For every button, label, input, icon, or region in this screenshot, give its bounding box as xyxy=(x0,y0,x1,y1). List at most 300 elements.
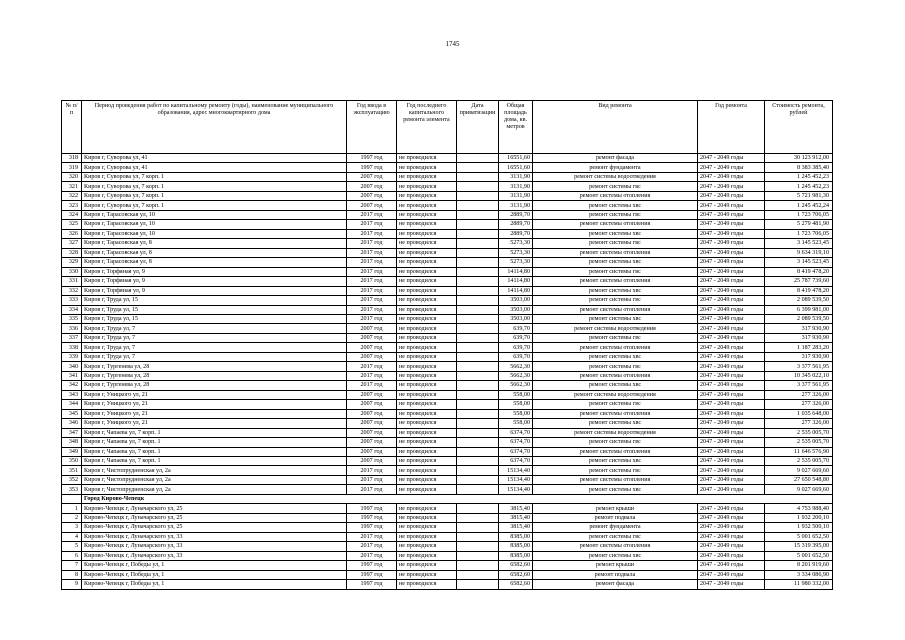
cell-repair-kind: ремонт фундамента xyxy=(533,163,698,172)
cell-year-built: 2017 год xyxy=(347,258,397,267)
cell-area: 2889,70 xyxy=(499,220,533,229)
table-row xyxy=(62,485,833,494)
table-row xyxy=(62,390,833,399)
cell-repair-year: 2047 - 2049 годы xyxy=(698,305,765,314)
cell-area: 14114,80 xyxy=(499,267,533,276)
header-address: Период проведения работ по капитальному ремонту (годы), наименование муниципального образования, адрес многоквартирного дома xyxy=(82,101,347,154)
table-row xyxy=(62,523,833,532)
cell-repair-kind: ремонт системы гвс xyxy=(533,182,698,191)
cell-area: 6374,70 xyxy=(499,428,533,437)
cell-repair-year: 2047 - 2049 годы xyxy=(698,286,765,295)
cell-privatization-date xyxy=(457,229,499,238)
cell-area: 3131,90 xyxy=(499,201,533,210)
cell-last-repair: не проводился xyxy=(397,314,457,323)
cell-area: 5273,30 xyxy=(499,248,533,257)
cell-year-built: 2017 год xyxy=(347,475,397,484)
cell-year-built: 2007 год xyxy=(347,191,397,200)
cell-year-built: 1997 год xyxy=(347,570,397,579)
cell-repair-kind: ремонт фасада xyxy=(533,154,698,163)
cell-repair-kind: ремонт системы хвс xyxy=(533,286,698,295)
cell-number: 8 xyxy=(62,570,82,579)
cell-privatization-date xyxy=(457,362,499,371)
cell-number: 328 xyxy=(62,248,82,257)
cell-number: 322 xyxy=(62,191,82,200)
cell-cost: 1 932 200,10 xyxy=(765,513,833,522)
cell-repair-kind: ремонт фасада xyxy=(533,580,698,589)
table-row xyxy=(62,239,833,248)
cell-year-built: 2007 год xyxy=(347,447,397,456)
cell-repair-kind: ремонт системы хвс xyxy=(533,381,698,390)
table-row xyxy=(62,248,833,257)
cell-cost: 2 535 005,70 xyxy=(765,438,833,447)
cell-last-repair: не проводился xyxy=(397,447,457,456)
cell-last-repair: не проводился xyxy=(397,229,457,238)
cell-year-built: 1997 год xyxy=(347,163,397,172)
cell-area: 558,00 xyxy=(499,419,533,428)
cell-privatization-date xyxy=(457,570,499,579)
table-row xyxy=(62,513,833,522)
table-row xyxy=(62,210,833,219)
cell-number: 334 xyxy=(62,305,82,314)
cell-area: 5662,30 xyxy=(499,371,533,380)
cell-area: 3815,40 xyxy=(499,504,533,513)
cell-last-repair: не проводился xyxy=(397,305,457,314)
cell-address: Киров г, Суворова ул, 41 xyxy=(82,154,347,163)
cell-privatization-date xyxy=(457,447,499,456)
page-number: 1745 xyxy=(445,40,460,48)
cell-cost: 1 245 452,23 xyxy=(765,172,833,181)
cell-year-built: 1997 год xyxy=(347,513,397,522)
cell-area: 5273,30 xyxy=(499,258,533,267)
cell-repair-kind: ремонт системы хвс xyxy=(533,485,698,494)
cell-privatization-date xyxy=(457,191,499,200)
cell-number: 333 xyxy=(62,296,82,305)
cell-area: 639,70 xyxy=(499,324,533,333)
cell-cost: 6 399 981,00 xyxy=(765,305,833,314)
table-row xyxy=(62,229,833,238)
cell-last-repair: не проводился xyxy=(397,248,457,257)
cell-year-built: 2017 год xyxy=(347,542,397,551)
cell-cost: 10 345 022,10 xyxy=(765,371,833,380)
cell-cost: 2 089 539,50 xyxy=(765,314,833,323)
cell-address: Киров г, Торфяная ул, 9 xyxy=(82,286,347,295)
cell-number: 321 xyxy=(62,182,82,191)
cell-privatization-date xyxy=(457,551,499,560)
cell-repair-year: 2047 - 2049 годы xyxy=(698,561,765,570)
cell-repair-kind: ремонт системы хвс xyxy=(533,201,698,210)
cell-repair-year: 2047 - 2049 годы xyxy=(698,485,765,494)
cell-cost: 1 723 706,05 xyxy=(765,210,833,219)
header-last-repair: Год последнего капитального ремонта элемента xyxy=(397,101,457,154)
cell-repair-kind: ремонт подвала xyxy=(533,570,698,579)
cell-repair-kind: ремонт системы отопления xyxy=(533,248,698,257)
cell-number: 5 xyxy=(62,542,82,551)
cell-repair-kind: ремонт системы гвс xyxy=(533,239,698,248)
cell-last-repair: не проводился xyxy=(397,258,457,267)
cell-number: 329 xyxy=(62,258,82,267)
cell-last-repair: не проводился xyxy=(397,371,457,380)
cell-last-repair: не проводился xyxy=(397,210,457,219)
cell-year-built: 1997 год xyxy=(347,504,397,513)
cell-last-repair: не проводился xyxy=(397,201,457,210)
cell-repair-year: 2047 - 2049 годы xyxy=(698,324,765,333)
cell-area: 15134,40 xyxy=(499,466,533,475)
table-row xyxy=(62,191,833,200)
cell-privatization-date xyxy=(457,542,499,551)
table-row xyxy=(62,447,833,456)
cell-address: Киров г, Уницкого ул, 21 xyxy=(82,400,347,409)
cell-privatization-date xyxy=(457,248,499,257)
cell-cost: 8 383 385,40 xyxy=(765,163,833,172)
cell-repair-year: 2047 - 2049 годы xyxy=(698,570,765,579)
cell-cost: 4 753 988,40 xyxy=(765,504,833,513)
table-row xyxy=(62,277,833,286)
cell-address: Кирово-Чепецк г, Луначарского ул, 25 xyxy=(82,513,347,522)
cell-repair-year: 2047 - 2049 годы xyxy=(698,314,765,323)
cell-repair-kind: ремонт системы отопления xyxy=(533,191,698,200)
cell-repair-kind: ремонт системы гвс xyxy=(533,400,698,409)
cell-repair-kind: ремонт системы хвс xyxy=(533,229,698,238)
cell-privatization-date xyxy=(457,438,499,447)
cell-number: 331 xyxy=(62,277,82,286)
cell-area: 3815,40 xyxy=(499,513,533,522)
cell-cost: 8 201 919,60 xyxy=(765,561,833,570)
cell-last-repair: не проводился xyxy=(397,352,457,361)
cell-last-repair: не проводился xyxy=(397,296,457,305)
cell-number: 338 xyxy=(62,343,82,352)
cell-privatization-date xyxy=(457,324,499,333)
cell-area: 2889,70 xyxy=(499,210,533,219)
cell-last-repair: не проводился xyxy=(397,551,457,560)
cell-year-built: 2007 год xyxy=(347,201,397,210)
cell-address: Киров г, Чистопрудненская ул, 2а xyxy=(82,475,347,484)
table-row xyxy=(62,466,833,475)
cell-year-built: 2017 год xyxy=(347,532,397,541)
cell-area: 639,70 xyxy=(499,343,533,352)
cell-cost: 5 001 652,50 xyxy=(765,551,833,560)
table-row xyxy=(62,400,833,409)
cell-year-built: 2017 год xyxy=(347,485,397,494)
table-row xyxy=(62,580,833,589)
cell-number: 339 xyxy=(62,352,82,361)
cell-repair-year: 2047 - 2049 годы xyxy=(698,362,765,371)
cell-cost: 9 634 319,10 xyxy=(765,248,833,257)
cell-cost: 2 089 539,50 xyxy=(765,296,833,305)
cell-address: Киров г, Труда ул, 7 xyxy=(82,333,347,342)
cell-year-built: 2017 год xyxy=(347,305,397,314)
cell-cost: 30 123 912,00 xyxy=(765,154,833,163)
cell-number: 353 xyxy=(62,485,82,494)
cell-privatization-date xyxy=(457,371,499,380)
cell-privatization-date xyxy=(457,532,499,541)
cell-privatization-date xyxy=(457,239,499,248)
table-row xyxy=(62,172,833,181)
cell-repair-year: 2047 - 2049 годы xyxy=(698,201,765,210)
cell-repair-kind: ремонт крыши xyxy=(533,561,698,570)
cell-year-built: 2017 год xyxy=(347,239,397,248)
table-row xyxy=(62,362,833,371)
cell-repair-kind: ремонт подвала xyxy=(533,513,698,522)
cell-privatization-date xyxy=(457,400,499,409)
cell-area: 3815,40 xyxy=(499,523,533,532)
cell-last-repair: не проводился xyxy=(397,504,457,513)
cell-privatization-date xyxy=(457,267,499,276)
cell-last-repair: не проводился xyxy=(397,428,457,437)
cell-last-repair: не проводился xyxy=(397,466,457,475)
cell-number: 332 xyxy=(62,286,82,295)
cell-number: 3 xyxy=(62,523,82,532)
cell-last-repair: не проводился xyxy=(397,438,457,447)
cell-repair-year: 2047 - 2049 годы xyxy=(698,466,765,475)
cell-number: 352 xyxy=(62,475,82,484)
cell-number: 349 xyxy=(62,447,82,456)
cell-cost: 9 027 669,60 xyxy=(765,485,833,494)
cell-privatization-date xyxy=(457,419,499,428)
table-row xyxy=(62,201,833,210)
table-row xyxy=(62,504,833,513)
cell-privatization-date xyxy=(457,485,499,494)
table-row xyxy=(62,324,833,333)
cell-privatization-date xyxy=(457,314,499,323)
header-year-built: Год ввода в эксплуатацию xyxy=(347,101,397,154)
cell-privatization-date xyxy=(457,182,499,191)
cell-privatization-date xyxy=(457,390,499,399)
cell-year-built: 2017 год xyxy=(347,210,397,219)
cell-privatization-date xyxy=(457,296,499,305)
table-row xyxy=(62,154,833,163)
cell-cost: 8 419 478,20 xyxy=(765,286,833,295)
cell-address: Кирово-Чепецк г, Луначарского ул, 25 xyxy=(82,523,347,532)
table-row xyxy=(62,551,833,560)
cell-repair-year: 2047 - 2049 годы xyxy=(698,333,765,342)
cell-year-built: 2007 год xyxy=(347,352,397,361)
cell-repair-kind: ремонт системы отопления xyxy=(533,447,698,456)
cell-number: 6 xyxy=(62,551,82,560)
cell-cost: 5 721 981,30 xyxy=(765,191,833,200)
cell-repair-year: 2047 - 2049 годы xyxy=(698,343,765,352)
header-cost: Стоимость ремонта, рублей xyxy=(765,101,833,154)
cell-last-repair: не проводился xyxy=(397,381,457,390)
cell-number: 7 xyxy=(62,561,82,570)
cell-last-repair: не проводился xyxy=(397,419,457,428)
cell-area: 15134,40 xyxy=(499,475,533,484)
cell-repair-year: 2047 - 2049 годы xyxy=(698,409,765,418)
cell-cost: 277 326,00 xyxy=(765,400,833,409)
cell-address: Киров г, Тарасовская ул, 10 xyxy=(82,229,347,238)
cell-repair-kind: ремонт системы гвс xyxy=(533,267,698,276)
cell-repair-year: 2047 - 2049 годы xyxy=(698,239,765,248)
cell-cost: 8 419 478,20 xyxy=(765,267,833,276)
cell-number: 9 xyxy=(62,580,82,589)
cell-privatization-date xyxy=(457,580,499,589)
cell-last-repair: не проводился xyxy=(397,191,457,200)
cell-cost: 5 001 652,50 xyxy=(765,532,833,541)
cell-repair-kind: ремонт системы хвс xyxy=(533,419,698,428)
cell-cost: 1 245 452,24 xyxy=(765,201,833,210)
cell-area: 14114,80 xyxy=(499,286,533,295)
cell-number: 351 xyxy=(62,466,82,475)
cell-address: Киров г, Уницкого ул, 21 xyxy=(82,409,347,418)
cell-area: 5662,30 xyxy=(499,381,533,390)
cell-privatization-date xyxy=(457,475,499,484)
cell-repair-year: 2047 - 2049 годы xyxy=(698,220,765,229)
cell-privatization-date xyxy=(457,154,499,163)
table-row xyxy=(62,419,833,428)
cell-last-repair: не проводился xyxy=(397,390,457,399)
cell-address: Киров г, Чапаева ул, 7 корп. 1 xyxy=(82,438,347,447)
cell-year-built: 2007 год xyxy=(347,390,397,399)
cell-address: Киров г, Суворова ул, 41 xyxy=(82,163,347,172)
cell-address: Киров г, Суворова ул, 7 корп. 1 xyxy=(82,172,347,181)
cell-number: 348 xyxy=(62,438,82,447)
group-number-cell xyxy=(62,494,82,503)
table-body xyxy=(62,154,833,590)
cell-area: 8385,00 xyxy=(499,532,533,541)
cell-address: Киров г, Труда ул, 15 xyxy=(82,296,347,305)
table-row xyxy=(62,267,833,276)
cell-repair-kind: ремонт системы отопления xyxy=(533,343,698,352)
cell-repair-year: 2047 - 2049 годы xyxy=(698,371,765,380)
cell-area: 558,00 xyxy=(499,390,533,399)
table-row xyxy=(62,381,833,390)
cell-area: 3131,90 xyxy=(499,191,533,200)
cell-privatization-date xyxy=(457,210,499,219)
cell-repair-year: 2047 - 2049 годы xyxy=(698,267,765,276)
cell-number: 343 xyxy=(62,390,82,399)
table-row xyxy=(62,409,833,418)
cell-number: 320 xyxy=(62,172,82,181)
cell-area: 6582,60 xyxy=(499,561,533,570)
cell-repair-kind: ремонт системы хвс xyxy=(533,258,698,267)
cell-year-built: 1997 год xyxy=(347,561,397,570)
cell-address: Киров г, Труда ул, 15 xyxy=(82,314,347,323)
cell-address: Киров г, Труда ул, 15 xyxy=(82,305,347,314)
cell-cost: 3 377 561,95 xyxy=(765,381,833,390)
cell-address: Киров г, Тарасовская ул, 8 xyxy=(82,248,347,257)
cell-address: Кирово-Чепецк г, Луначарского ул, 33 xyxy=(82,532,347,541)
cell-privatization-date xyxy=(457,504,499,513)
cell-last-repair: не проводился xyxy=(397,333,457,342)
cell-address: Киров г, Тарасовская ул, 10 xyxy=(82,210,347,219)
cell-repair-year: 2047 - 2049 годы xyxy=(698,400,765,409)
cell-repair-year: 2047 - 2049 годы xyxy=(698,532,765,541)
table-row xyxy=(62,561,833,570)
cell-cost: 317 930,90 xyxy=(765,324,833,333)
cell-repair-kind: ремонт системы отопления xyxy=(533,277,698,286)
cell-number: 324 xyxy=(62,210,82,219)
cell-year-built: 1997 год xyxy=(347,580,397,589)
cell-address: Киров г, Чистопрудненская ул, 2а xyxy=(82,485,347,494)
cell-year-built: 2017 год xyxy=(347,551,397,560)
cell-repair-kind: ремонт системы гвс xyxy=(533,362,698,371)
cell-repair-kind: ремонт системы водоотведения xyxy=(533,172,698,181)
cell-number: 323 xyxy=(62,201,82,210)
cell-repair-year: 2047 - 2049 годы xyxy=(698,163,765,172)
cell-area: 639,70 xyxy=(499,352,533,361)
cell-repair-year: 2047 - 2049 годы xyxy=(698,229,765,238)
cell-cost: 3 145 523,45 xyxy=(765,258,833,267)
repair-schedule-table xyxy=(61,100,833,590)
cell-last-repair: не проводился xyxy=(397,154,457,163)
header-privatization-date: Дата приватизации xyxy=(457,101,499,154)
table-row xyxy=(62,343,833,352)
cell-cost: 5 279 481,90 xyxy=(765,220,833,229)
cell-number: 350 xyxy=(62,457,82,466)
group-title: Город Кирово-Чепецк xyxy=(82,494,833,503)
cell-number: 341 xyxy=(62,371,82,380)
cell-year-built: 2017 год xyxy=(347,286,397,295)
table-row xyxy=(62,457,833,466)
cell-repair-year: 2047 - 2049 годы xyxy=(698,551,765,560)
cell-last-repair: не проводился xyxy=(397,457,457,466)
cell-year-built: 2017 год xyxy=(347,371,397,380)
cell-repair-year: 2047 - 2049 годы xyxy=(698,210,765,219)
cell-privatization-date xyxy=(457,513,499,522)
cell-number: 318 xyxy=(62,154,82,163)
cell-cost: 3 334 086,90 xyxy=(765,570,833,579)
cell-privatization-date xyxy=(457,457,499,466)
cell-last-repair: не проводился xyxy=(397,513,457,522)
cell-number: 319 xyxy=(62,163,82,172)
cell-last-repair: не проводился xyxy=(397,286,457,295)
cell-cost: 317 930,90 xyxy=(765,352,833,361)
cell-last-repair: не проводился xyxy=(397,220,457,229)
cell-repair-year: 2047 - 2049 годы xyxy=(698,154,765,163)
cell-year-built: 2017 год xyxy=(347,229,397,238)
table-row xyxy=(62,258,833,267)
cell-repair-year: 2047 - 2049 годы xyxy=(698,419,765,428)
cell-repair-year: 2047 - 2049 годы xyxy=(698,475,765,484)
table-row xyxy=(62,428,833,437)
cell-privatization-date xyxy=(457,333,499,342)
cell-cost: 2 535 005,70 xyxy=(765,457,833,466)
cell-number: 326 xyxy=(62,229,82,238)
cell-address: Кирово-Чепецк г, Луначарского ул, 25 xyxy=(82,504,347,513)
cell-area: 5273,30 xyxy=(499,239,533,248)
cell-area: 16551,60 xyxy=(499,163,533,172)
cell-repair-year: 2047 - 2049 годы xyxy=(698,277,765,286)
cell-address: Киров г, Чистопрудненская ул, 2а xyxy=(82,466,347,475)
cell-year-built: 2017 год xyxy=(347,296,397,305)
cell-year-built: 2017 год xyxy=(347,267,397,276)
cell-address: Кирово-Чепецк г, Победы ул, 1 xyxy=(82,580,347,589)
cell-year-built: 1997 год xyxy=(347,523,397,532)
table-row xyxy=(62,220,833,229)
cell-repair-year: 2047 - 2049 годы xyxy=(698,296,765,305)
cell-area: 6374,70 xyxy=(499,438,533,447)
cell-area: 6582,60 xyxy=(499,580,533,589)
cell-cost: 3 377 561,95 xyxy=(765,362,833,371)
table-row xyxy=(62,296,833,305)
cell-area: 639,70 xyxy=(499,333,533,342)
cell-area: 3503,00 xyxy=(499,314,533,323)
cell-address: Киров г, Тарасовская ул, 10 xyxy=(82,220,347,229)
cell-last-repair: не проводился xyxy=(397,532,457,541)
cell-year-built: 2017 год xyxy=(347,466,397,475)
cell-repair-kind: ремонт системы гвс xyxy=(533,210,698,219)
cell-privatization-date xyxy=(457,352,499,361)
table-row xyxy=(62,475,833,484)
cell-repair-year: 2047 - 2049 годы xyxy=(698,457,765,466)
cell-privatization-date xyxy=(457,172,499,181)
cell-repair-year: 2047 - 2049 годы xyxy=(698,191,765,200)
cell-privatization-date xyxy=(457,201,499,210)
cell-area: 6374,70 xyxy=(499,447,533,456)
cell-area: 6582,60 xyxy=(499,570,533,579)
cell-repair-kind: ремонт системы гвс xyxy=(533,466,698,475)
cell-address: Кирово-Чепецк г, Луначарского ул, 33 xyxy=(82,542,347,551)
cell-repair-kind: ремонт фундамента xyxy=(533,523,698,532)
